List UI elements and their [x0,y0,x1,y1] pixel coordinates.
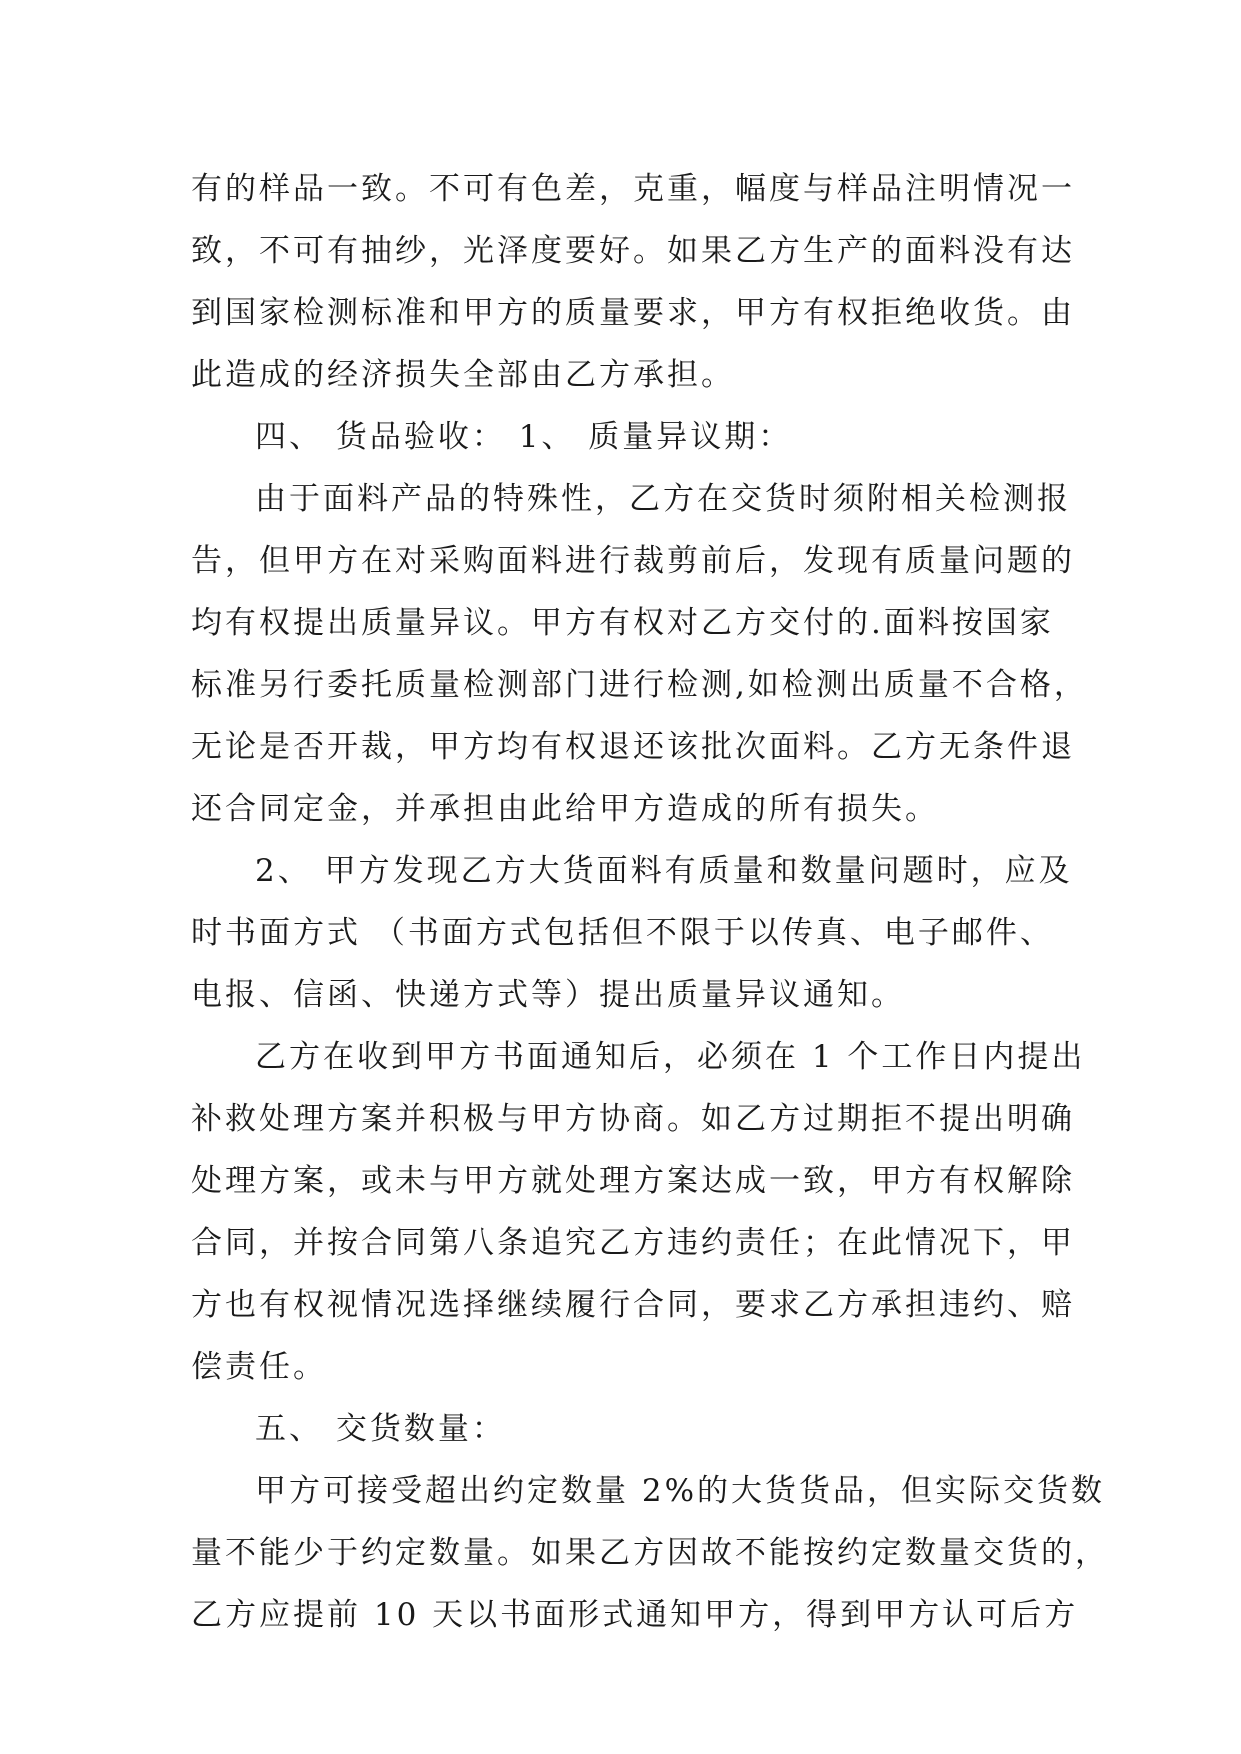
text-line: 有的样品一致。不可有色差，克重，幅度与样品注明情况一 [191,171,1075,207]
text-line: 乙方在收到甲方书面通知后，必须在 1 个工作日内提出 [255,1039,1086,1075]
text-line: 无论是否开裁，甲方均有权退还该批次面料。乙方无条件退 [191,729,1075,765]
text-line: 致，不可有抽纱，光泽度要好。如果乙方生产的面料没有达 [191,233,1075,269]
text-line: 量不能少于约定数量。如果乙方因故不能按约定数量交货的， [191,1535,1109,1571]
text-line: 还合同定金，并承担由此给甲方造成的所有损失。 [191,791,939,827]
text-line: 乙方应提前 10 天以书面形式通知甲方，得到甲方认可后方 [191,1597,1079,1633]
text-line: 均有权提出质量异议。甲方有权对乙方交付的.面料按国家 [191,605,1054,641]
text-line: 此造成的经济损失全部由乙方承担。 [191,357,735,393]
text-line: 四、 货品验收： 1、 质量异议期： [255,419,793,455]
text-line: 2、 甲方发现乙方大货面料有质量和数量问题时，应及 [255,853,1073,889]
text-line: 处理方案，或未与甲方就处理方案达成一致，甲方有权解除 [191,1163,1075,1199]
text-line: 到国家检测标准和甲方的质量要求，甲方有权拒绝收货。由 [191,295,1075,331]
text-line: 时书面方式 （书面方式包括但不限于以传真、电子邮件、 [191,915,1054,951]
text-line: 合同，并按合同第八条追究乙方违约责任；在此情况下，甲 [191,1225,1075,1261]
text-line: 方也有权视情况选择继续履行合同，要求乙方承担违约、赔 [191,1287,1075,1323]
text-line: 偿责任。 [191,1349,327,1385]
text-line: 五、 交货数量： [255,1411,506,1447]
text-line: 电报、信函、快递方式等）提出质量异议通知。 [191,977,905,1013]
text-line: 补救处理方案并积极与甲方协商。如乙方过期拒不提出明确 [191,1101,1075,1137]
text-line: 由于面料产品的特殊性，乙方在交货时须附相关检测报 [255,481,1071,517]
text-line: 告，但甲方在对采购面料进行裁剪前后，发现有质量问题的 [191,543,1075,579]
document-body [191,158,1109,1646]
text-line: 甲方可接受超出约定数量 2%的大货货品，但实际交货数 [255,1473,1106,1509]
text-line: 标准另行委托质量检测部门进行检测,如检测出质量不合格， [191,667,1088,703]
